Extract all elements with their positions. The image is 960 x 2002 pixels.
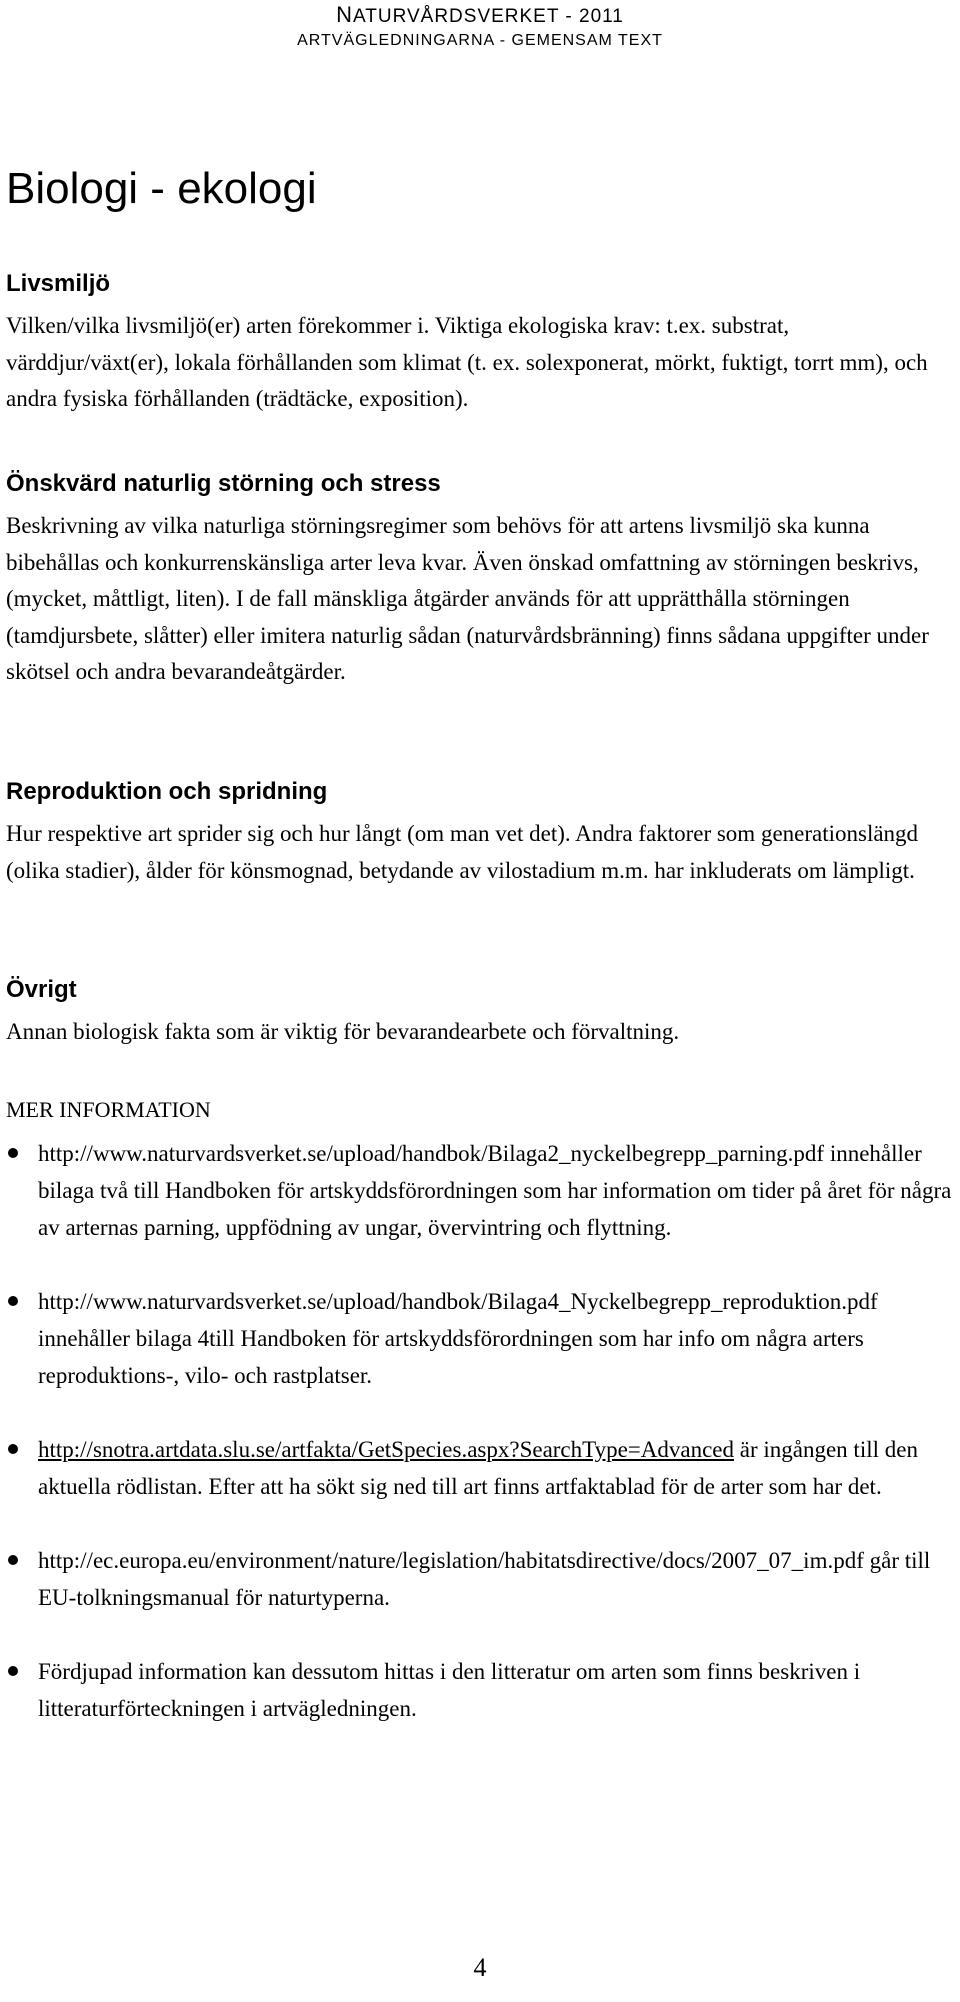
section-storning	[6, 466, 951, 691]
list-item	[0, 1653, 952, 1727]
page-number: 4	[473, 1953, 487, 1982]
more-info-list	[0, 1135, 952, 1764]
section-heading: Livsmiljö	[6, 270, 111, 297]
resource-description: Fördjupad information kan dessutom hittas i den litteratur om arten som finns beskriven i litteraturförteckningen i artvägledningen.	[38, 1659, 861, 1721]
resource-link[interactable]: http://ec.europa.eu/environment/nature/legislation/habitatsdirective/docs/2007_07_im.pdf	[38, 1548, 864, 1573]
bullet-icon	[8, 1296, 18, 1306]
header-org-name: ATURVÅRDSVERKET	[353, 6, 560, 27]
running-header	[0, 2, 960, 53]
section-body: Beskrivning av vilka naturliga störningsregimer som behövs för att artens livsmiljö ska kunna bibehållas och konkurrenskänsliga arter leva kvar. Även önskad omfattning av störningen beskrivs, (mycket, måttligt, liten). I de fall mänskliga åtgärder används för att upprätthålla störningen (tamdjursbete, slåtter) eller imitera naturlig sådan (naturvårdsbränning) finns sådana uppgifter under skötsel och andra bevarandeåtgärder.	[6, 513, 929, 684]
list-item	[0, 1542, 952, 1616]
bullet-icon	[8, 1444, 18, 1454]
header-org-initial: N	[336, 2, 354, 27]
more-info-heading: MER INFORMATION	[6, 1097, 211, 1122]
section-body: Hur respektive art sprider sig och hur långt (om man vet det). Andra faktorer som generationslängd (olika stadier), ålder för könsmognad, betydande av vilostadium m.m. har inkluderats om lämpligt.	[6, 821, 919, 883]
section-body: Vilken/vilka livsmiljö(er) arten förekommer i. Viktiga ekologiska krav: t.ex. substrat, värddjur/växt(er), lokala förhållanden som klimat (t. ex. solexponerat, mörkt, fuktigt, torrt mm), och andra fysiska förhållanden (trädtäcke, exposition).	[6, 313, 928, 411]
resource-description: är ingången till den aktuella rödlistan. Efter att ha sökt sig ned till art finns artfaktablad för de arter som har det.	[38, 1437, 918, 1499]
list-item	[0, 1135, 952, 1246]
header-year: - 2011	[565, 6, 624, 27]
section-body: Annan biologisk fakta som är viktig för bevarandearbete och förvaltning.	[6, 1019, 680, 1044]
section-heading: Reproduktion och spridning	[6, 778, 328, 805]
resource-link[interactable]: http://www.naturvardsverket.se/upload/handbok/Bilaga4_Nyckelbegrepp_reproduktion.pdf	[38, 1289, 878, 1314]
section-heading: Övrigt	[6, 976, 77, 1003]
section-livsmiljo	[6, 266, 951, 418]
resource-link[interactable]: http://snotra.artdata.slu.se/artfakta/GetSpecies.aspx?SearchType=Advanced	[38, 1437, 734, 1462]
list-item	[0, 1283, 952, 1394]
bullet-icon	[8, 1148, 18, 1158]
header-subtitle: ARTVÄGLEDNINGARNA - GEMENSAM TEXT	[297, 32, 663, 49]
section-reproduktion	[6, 774, 951, 889]
page-title: Biologi - ekologi	[6, 164, 317, 213]
section-ovrigt	[6, 972, 951, 1051]
bullet-icon	[8, 1666, 18, 1676]
resource-description: innehåller bilaga två till Handboken för artskyddsförordningen som har information om tider på året för några av arternas parning, uppfödning av ungar, övervintring och flyttning.	[38, 1141, 952, 1240]
resource-link[interactable]: http://www.naturvardsverket.se/upload/handbok/Bilaga2_nyckelbegrepp_parning.pdf	[38, 1141, 825, 1166]
bullet-icon	[8, 1555, 18, 1565]
resource-description: innehåller bilaga 4till Handboken för artskyddsförordningen som har info om några arters reproduktions-, vilo- och rastplatser.	[38, 1326, 864, 1388]
header-org-line	[0, 2, 960, 29]
resource-description: går till EU-tolkningsmanual för naturtyperna.	[38, 1548, 931, 1610]
section-heading: Önskvärd naturlig störning och stress	[6, 470, 441, 497]
list-item	[0, 1431, 952, 1505]
